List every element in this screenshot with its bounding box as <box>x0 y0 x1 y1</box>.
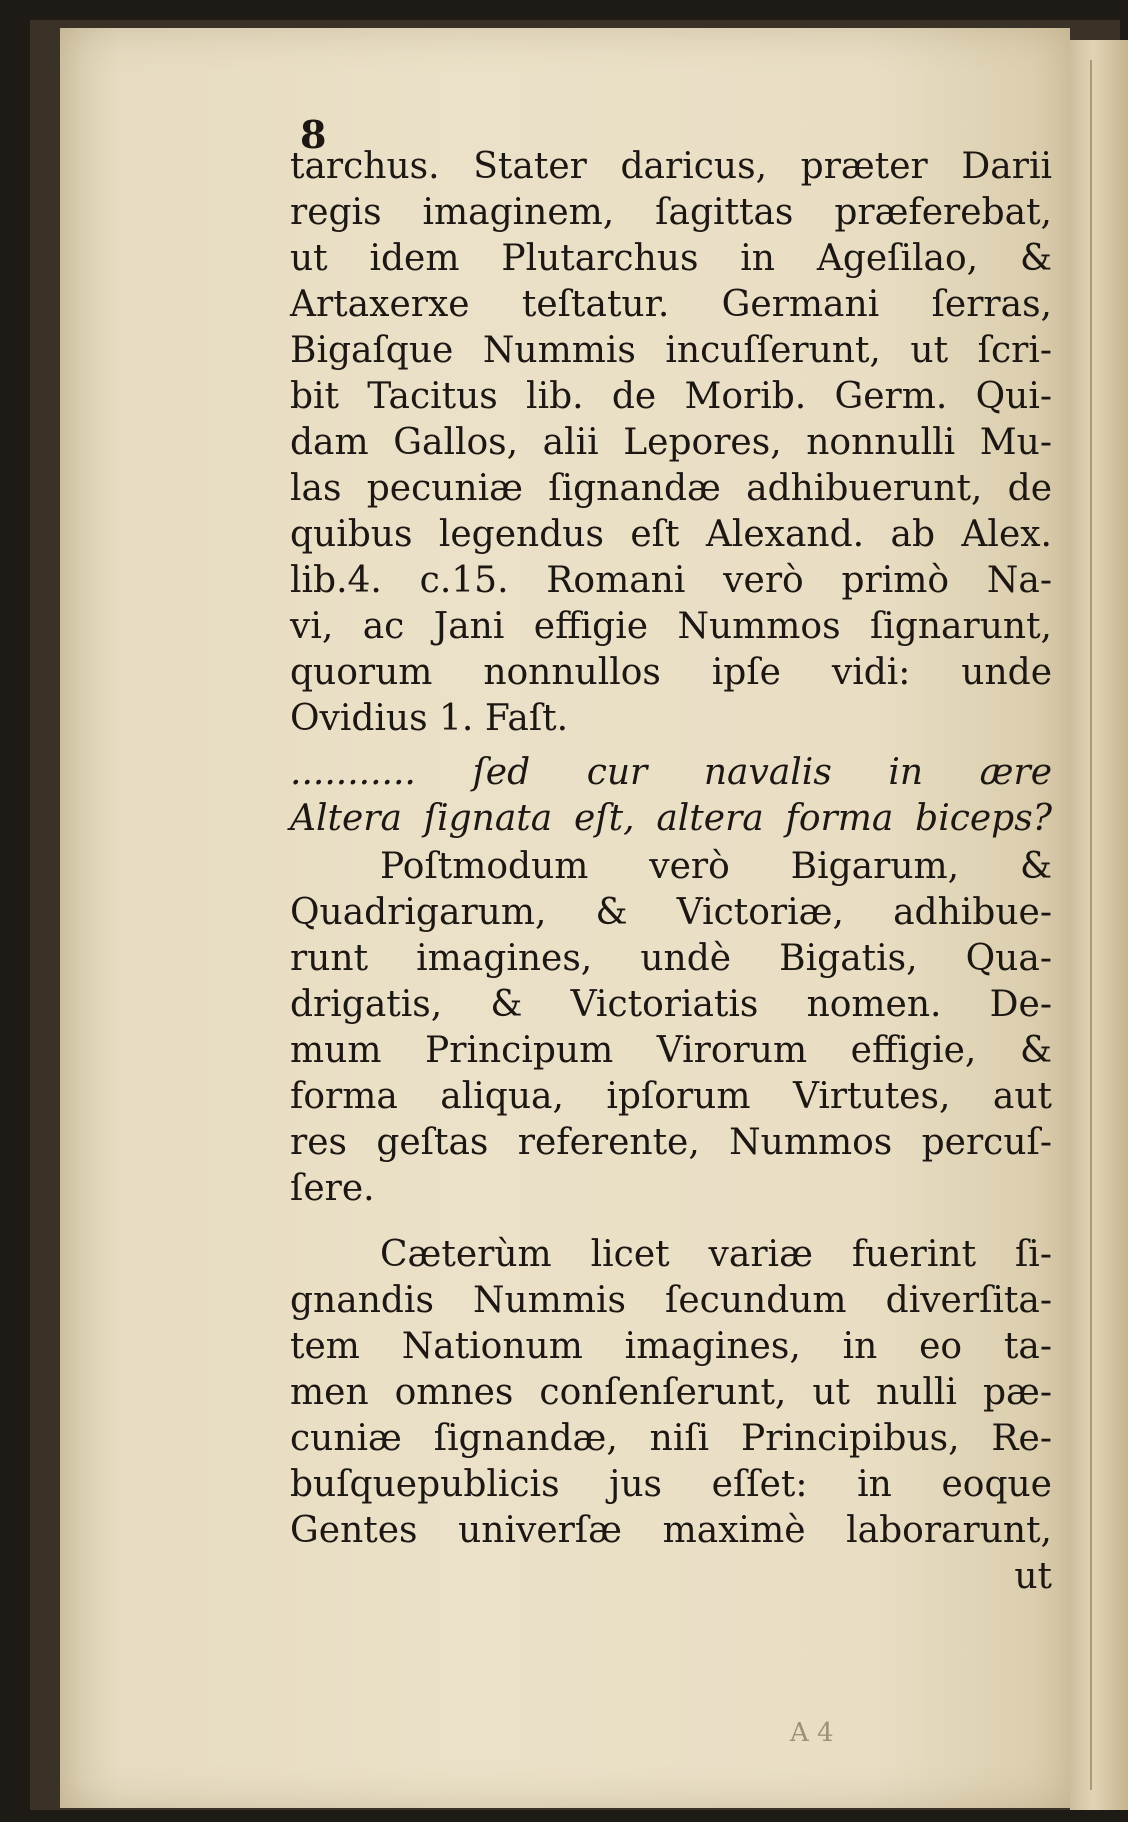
text-line: men omnes conſenſerunt, ut nulli pæ- <box>290 1372 1052 1413</box>
text-line: tem Nationum imagines, in eo ta- <box>290 1326 1052 1367</box>
text-line: forma aliqua, ipſorum Virtutes, aut <box>290 1076 1052 1117</box>
text-line: Artaxerxe teſtatur. Germani ſerras, <box>290 284 1052 325</box>
text-line: drigatis, & Victoriatis nomen. De- <box>290 984 1052 1025</box>
text-line: ſere. <box>290 1168 375 1209</box>
text-line: runt imagines, undè Bigatis, Qua- <box>290 938 1052 979</box>
text-line: cuniæ ſignandæ, niſi Principibus, Re- <box>290 1418 1052 1459</box>
text-line: Ovidius 1. Faſt. <box>290 698 569 739</box>
text-line: lib.4. c.15. Romani verò primò Na- <box>290 560 1052 601</box>
text-line: res geſtas referente, Nummos percuſ- <box>290 1122 1052 1163</box>
text-line: gnandis Nummis ſecundum diverſita- <box>290 1280 1052 1321</box>
text-line: las pecuniæ ſignandæ adhibuerunt, de <box>290 468 1052 509</box>
text-line: vi, ac Jani effigie Nummos ſignarunt, <box>290 606 1052 647</box>
catchword: ut <box>1014 1556 1052 1597</box>
verse-line: Altera ſignata eſt, altera forma biceps? <box>290 798 1052 839</box>
page-edge <box>1070 40 1128 1810</box>
text-line: buſquepublicis jus eſſet: in eoque <box>290 1464 1052 1505</box>
text-line: mum Principum Virorum effigie, & <box>290 1030 1052 1071</box>
text-line: Quadrigarum, & Victoriæ, adhibue- <box>290 892 1052 933</box>
text-line: bit Tacitus lib. de Morib. Germ. Qui- <box>290 376 1052 417</box>
text-line: regis imaginem, ſagittas præferebat, <box>290 192 1052 233</box>
signature-mark: A 4 <box>790 1718 834 1748</box>
page-number: 8 <box>300 112 327 157</box>
text-line: quibus legendus eſt Alexand. ab Alex. <box>290 514 1052 555</box>
text-line: ut idem Plutarchus in Ageſilao, & <box>290 238 1052 279</box>
text-line: Cæterùm licet variæ fuerint ſi- <box>380 1234 1052 1275</box>
text-line: Poſtmodum verò Bigarum, & <box>380 846 1052 887</box>
text-line: tarchus. Stater daricus, præter Darii <box>290 146 1052 187</box>
text-line: Bigaſque Nummis incuſſerunt, ut ſcri- <box>290 330 1052 371</box>
page-edge-line <box>1090 60 1092 1790</box>
text-line: quorum nonnullos ipſe vidi: unde <box>290 652 1052 693</box>
text-line: dam Gallos, alii Lepores, nonnulli Mu- <box>290 422 1052 463</box>
verse-line: ........... ſed cur navalis in ære <box>290 752 1052 793</box>
text-line: Gentes univerſæ maximè laborarunt, <box>290 1510 1052 1551</box>
